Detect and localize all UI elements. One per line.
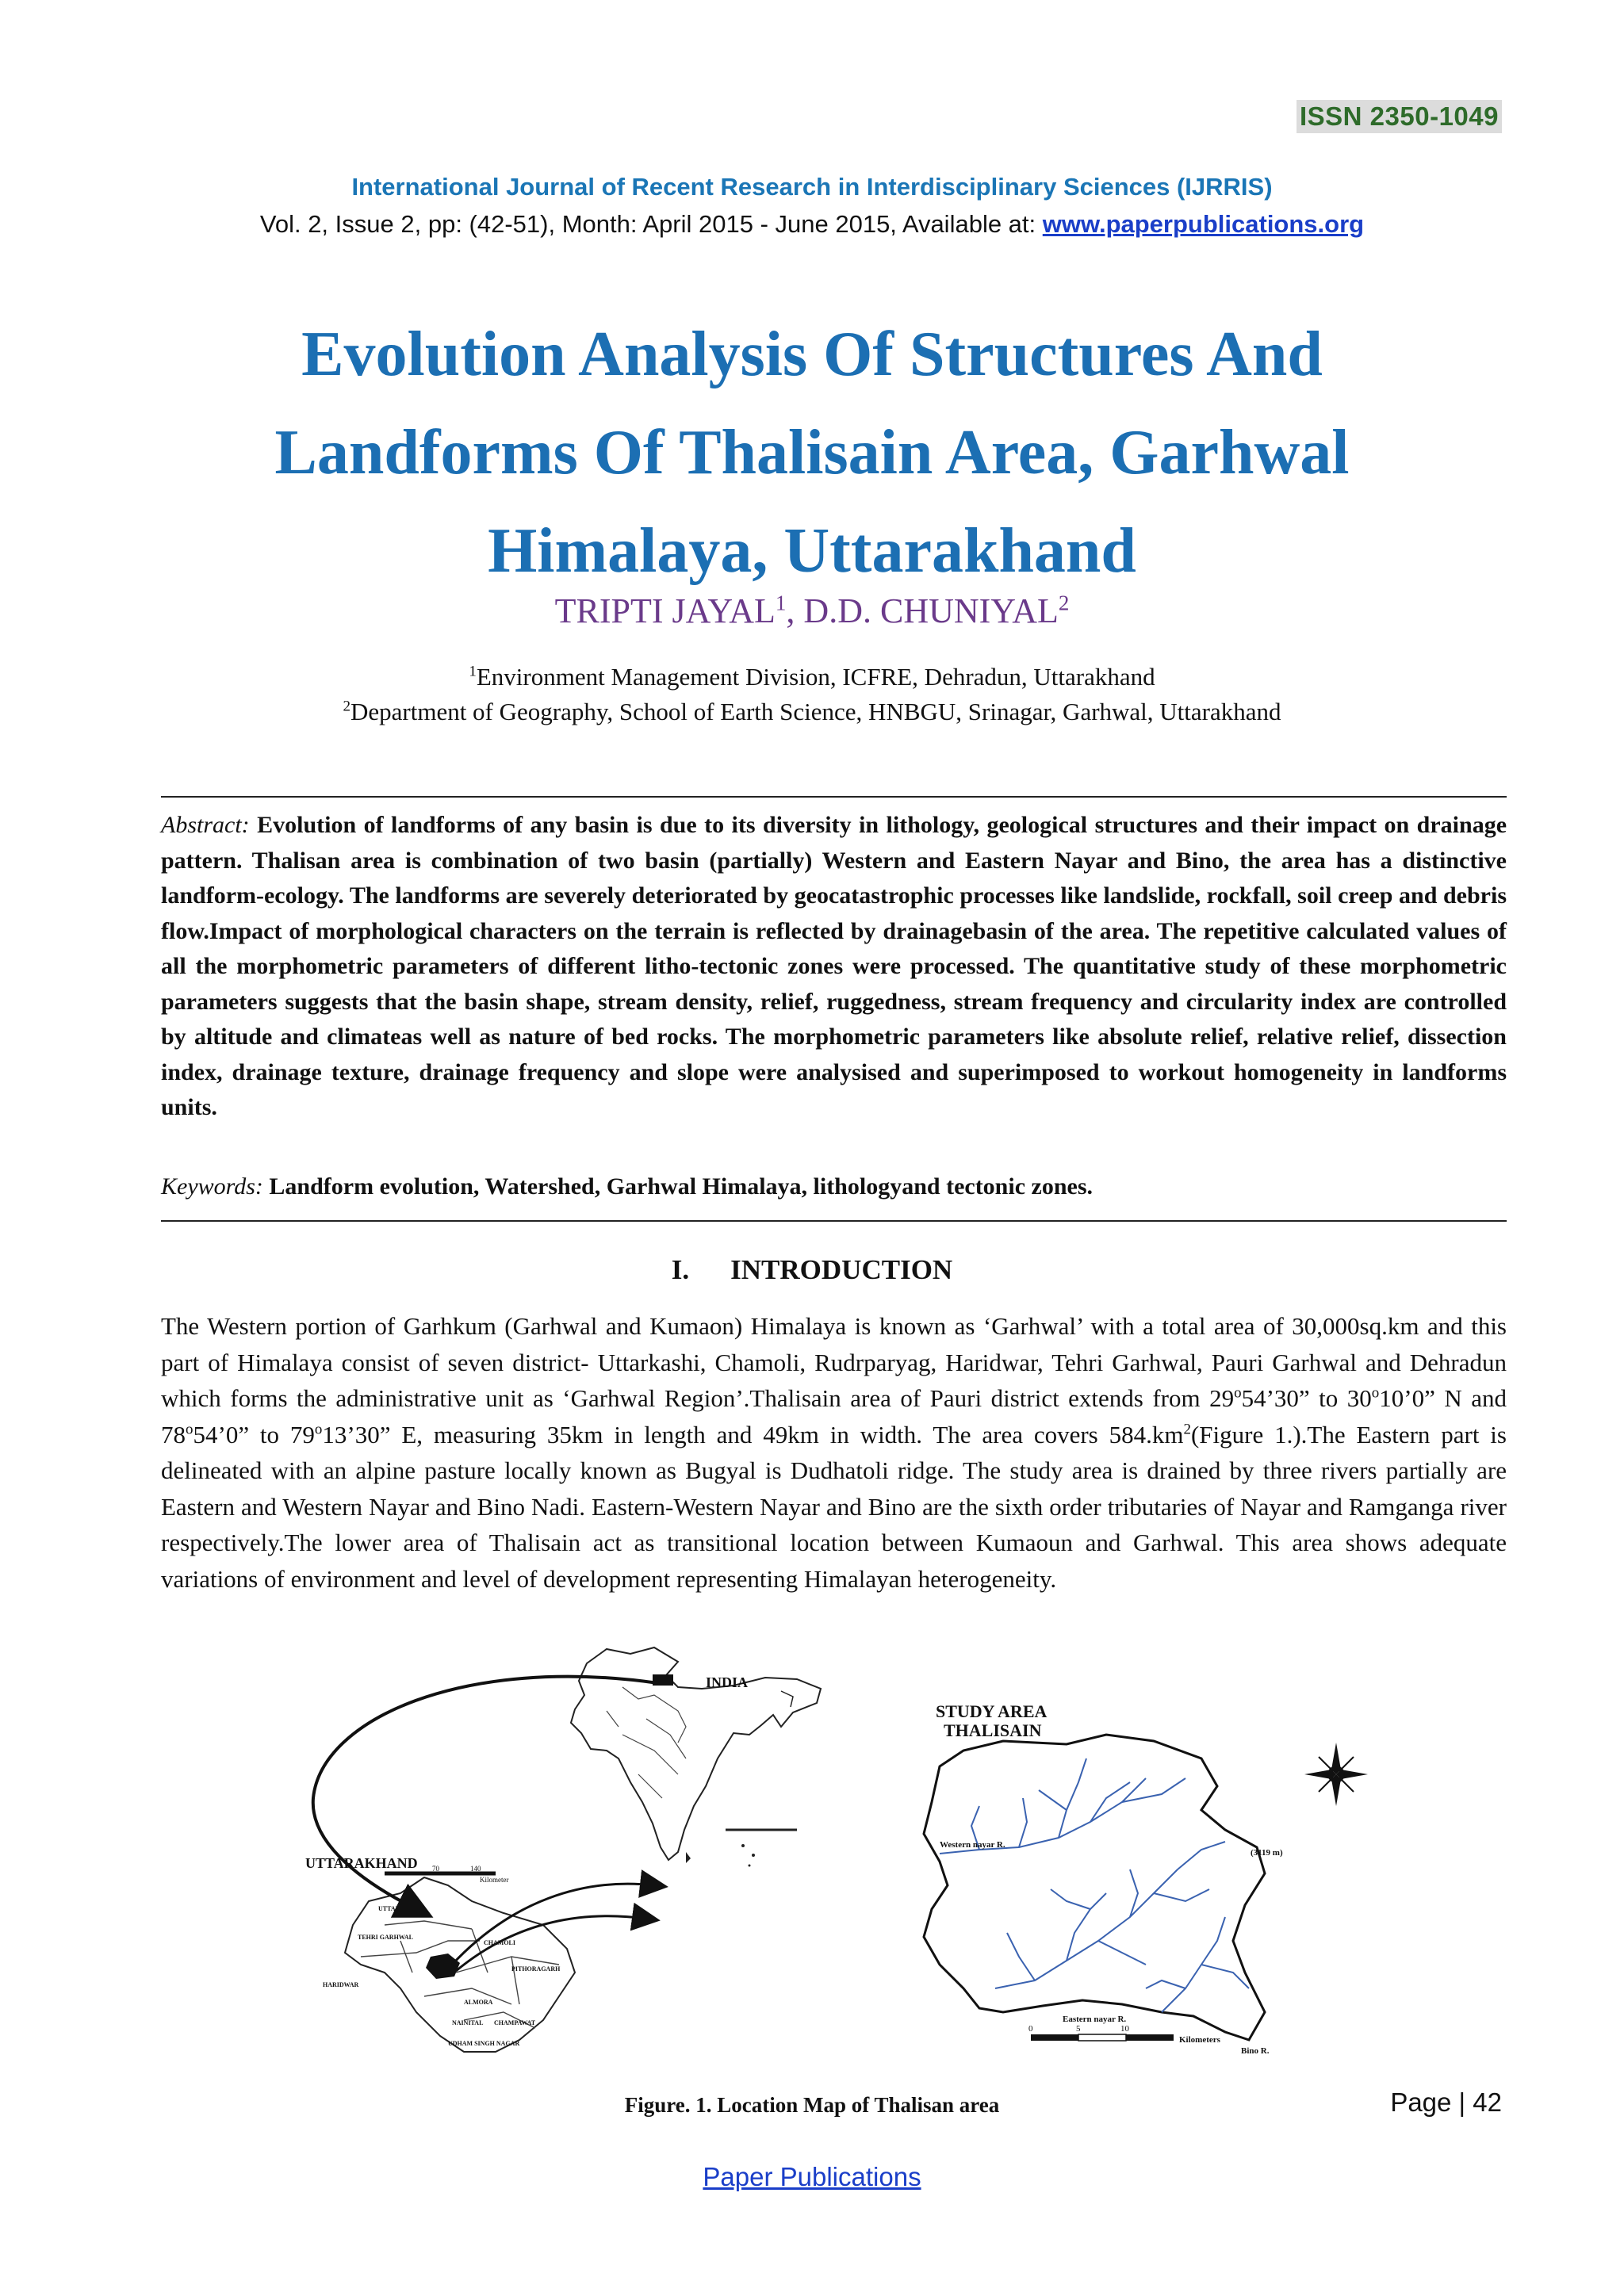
figure-caption: Figure. 1. Location Map of Thalisan area xyxy=(624,2093,1000,2117)
keywords-label: Keywords: xyxy=(161,1173,263,1200)
district-pithoragarh: PITHORAGARH xyxy=(511,1965,561,1973)
intro-sup-4: o xyxy=(314,1421,323,1438)
title-line-3: Himalaya, Uttarakhand xyxy=(488,516,1136,586)
study-area-label-1: STUDY AREA xyxy=(936,1701,1048,1721)
section-heading xyxy=(0,1254,1624,1286)
affiliation-2-sup: 2 xyxy=(343,698,350,715)
keywords xyxy=(161,1173,1507,1200)
authors xyxy=(0,591,1624,631)
paper-title xyxy=(159,305,1465,600)
abstract-bottom-rule xyxy=(161,1220,1507,1222)
author-separator: , xyxy=(786,591,804,630)
section-number: I. xyxy=(671,1254,690,1285)
title-line-1: Evolution Analysis Of Structures And xyxy=(301,320,1323,389)
abstract-top-rule xyxy=(161,796,1507,798)
uk-scale-70: 70 xyxy=(432,1865,439,1873)
district-uttarkashi: UTTARKASHI xyxy=(378,1905,421,1912)
north-arrow-icon xyxy=(1304,1743,1368,1806)
publisher-link[interactable]: Paper Publications xyxy=(703,2162,921,2191)
affiliation-1 xyxy=(0,663,1624,691)
introduction-paragraph xyxy=(161,1308,1507,1597)
intro-text-2: 54’30” to 30 xyxy=(1241,1384,1372,1412)
abstract xyxy=(161,808,1507,1126)
district-tehri: TEHRI GARHWAL xyxy=(358,1934,414,1941)
uttarakhand-label: UTTARAKHAND xyxy=(305,1855,418,1871)
district-chamoli: CHAMOLI xyxy=(484,1939,515,1946)
abstract-text: Evolution of landforms of any basin is due to its diversity in lithology, geological structures and their impact on drainage pattern. Thalisan area is combination of two basin (partially) Western and Eastern Nayar and Bino, the area has a distinctive landform-ecology. The landforms are severely deteriorated by geocatastrophic processes like landslide, rockfall, soil creep and debris flow.Impact of morphological characters on the terrain is reflected by drainagebasin of the area. The repetitive calculated values of all the morphometric parameters of different litho-tectonic zones were processed. The quantitative study of these morphometric parameters suggests that the basin shape, stream density, relief, ruggedness, stream frequency and circularity index are controlled by altitude and climateas well as nature of bed rocks. The morphometric parameters like absolute relief, relative relief, dissection index, drainage texture, drainage frequency and slope were analysised and superimposed to workout homogeneity in landforms units. xyxy=(161,812,1507,1120)
journal-info xyxy=(0,210,1624,239)
intro-text-6: (Figure 1.).The Eastern part is delineated with an alpine pasture locally known as Bugyal is Dudhatoli ridge. The study area is drained by three rivers partially are Eastern and Western Nayar and Bino Nadi. Eastern-Western Nayar and Bino are the sixth order tributaries of Nayar and Ramganga river respectively.The lower area of Thalisain act as transitional location between Kumaoun and Garhwal. This area shows adequate variations of environment and level of development representing Himalayan heterogeneity. xyxy=(161,1420,1507,1593)
page-number: Page | 42 xyxy=(1390,2087,1502,2117)
scale-unit-label: Kilometers xyxy=(1179,2035,1220,2045)
intro-sup-5: 2 xyxy=(1183,1421,1191,1438)
district-haridwar: HARIDWAR xyxy=(323,1981,359,1988)
affiliation-1-text: Environment Management Division, ICFRE, Dehradun, Uttarakhand xyxy=(476,663,1155,691)
affiliation-2 xyxy=(0,698,1624,726)
journal-title: International Journal of Recent Research in Interdisciplinary Sciences (IJRRIS) xyxy=(351,173,1273,201)
author-1-sup: 1 xyxy=(775,591,787,615)
intro-text-5: 13’30” E, measuring 35km in length and 49km in width. The area covers 584.km xyxy=(322,1420,1184,1448)
keywords-text: Landform evolution, Watershed, Garhwal Himalaya, lithologyand tectonic zones. xyxy=(269,1173,1094,1200)
western-nayar-label: Western nayar R. xyxy=(940,1840,1005,1850)
district-udham-singh-nagar: UDHAM SINGH NAGAR xyxy=(448,2040,520,2047)
india-label: INDIA xyxy=(706,1674,749,1690)
intro-text-4: 54’0” to 79 xyxy=(193,1420,315,1448)
uk-scale-unit: Kilometer xyxy=(480,1876,509,1884)
intro-text-1: The Western portion of Garhkum (Garhwal and Kumaon) Himalaya is known as ‘Garhwal’ with a total area of 30,000sq.km and this part of Himalaya consist of seven district- Uttarkashi, Chamoli, Rudrparyag, Haridwar, Tehri Garhwal, Pauri Garhwal and Dehradun which forms the administrative unit as ‘Garhwal Region’.Thalisain area of Pauri district extends from 29 xyxy=(161,1312,1507,1412)
section-title: INTRODUCTION xyxy=(730,1254,953,1285)
affiliation-1-sup: 1 xyxy=(469,663,477,680)
intro-sup-3: o xyxy=(186,1421,193,1438)
author-2-sup: 2 xyxy=(1058,591,1070,615)
bino-river-label: Bino R. xyxy=(1241,2046,1270,2056)
uttarakhand-map xyxy=(305,1855,575,2052)
india-map xyxy=(571,1647,821,1867)
study-area-scale-bar xyxy=(1028,2024,1221,2045)
journal-info-text: Vol. 2, Issue 2, pp: (42-51), Month: April 2015 - June 2015, Available at: xyxy=(259,210,1043,238)
district-champawat: CHAMPAWAT xyxy=(494,2019,536,2026)
scale-label-0: 0 xyxy=(1028,2024,1033,2034)
scale-label-10: 10 xyxy=(1120,2024,1129,2034)
title-line-2: Landforms Of Thalisain Area, Garhwal xyxy=(274,418,1350,488)
peak-elevation-label: (3119 m) xyxy=(1251,1848,1283,1858)
issn-badge: ISSN 2350-1049 xyxy=(1297,100,1502,133)
district-nainital: NAINITAL xyxy=(452,2019,484,2026)
location-map-figure xyxy=(305,1640,1400,2107)
scale-label-5: 5 xyxy=(1076,2024,1081,2034)
affiliation-2-text: Department of Geography, School of Earth Science, HNBGU, Srinagar, Garhwal, Uttarakhand xyxy=(350,698,1281,725)
eastern-nayar-label: Eastern nayar R. xyxy=(1063,2015,1127,2024)
uk-scale-140: 140 xyxy=(470,1865,481,1873)
abstract-label: Abstract: xyxy=(161,812,250,838)
intro-text-3: 10’0” N and 78 xyxy=(161,1384,1507,1448)
district-almora: ALMORA xyxy=(464,1999,493,2006)
study-area-label-2: THALISAIN xyxy=(944,1720,1042,1740)
author-1: TRIPTI JAYAL xyxy=(554,591,776,630)
author-2: D.D. CHUNIYAL xyxy=(803,591,1059,630)
intro-sup-2: o xyxy=(1371,1384,1380,1402)
intro-sup-1: o xyxy=(1234,1384,1242,1402)
journal-url-link[interactable]: www.paperpublications.org xyxy=(1042,210,1365,238)
study-area-map xyxy=(924,1701,1368,2056)
